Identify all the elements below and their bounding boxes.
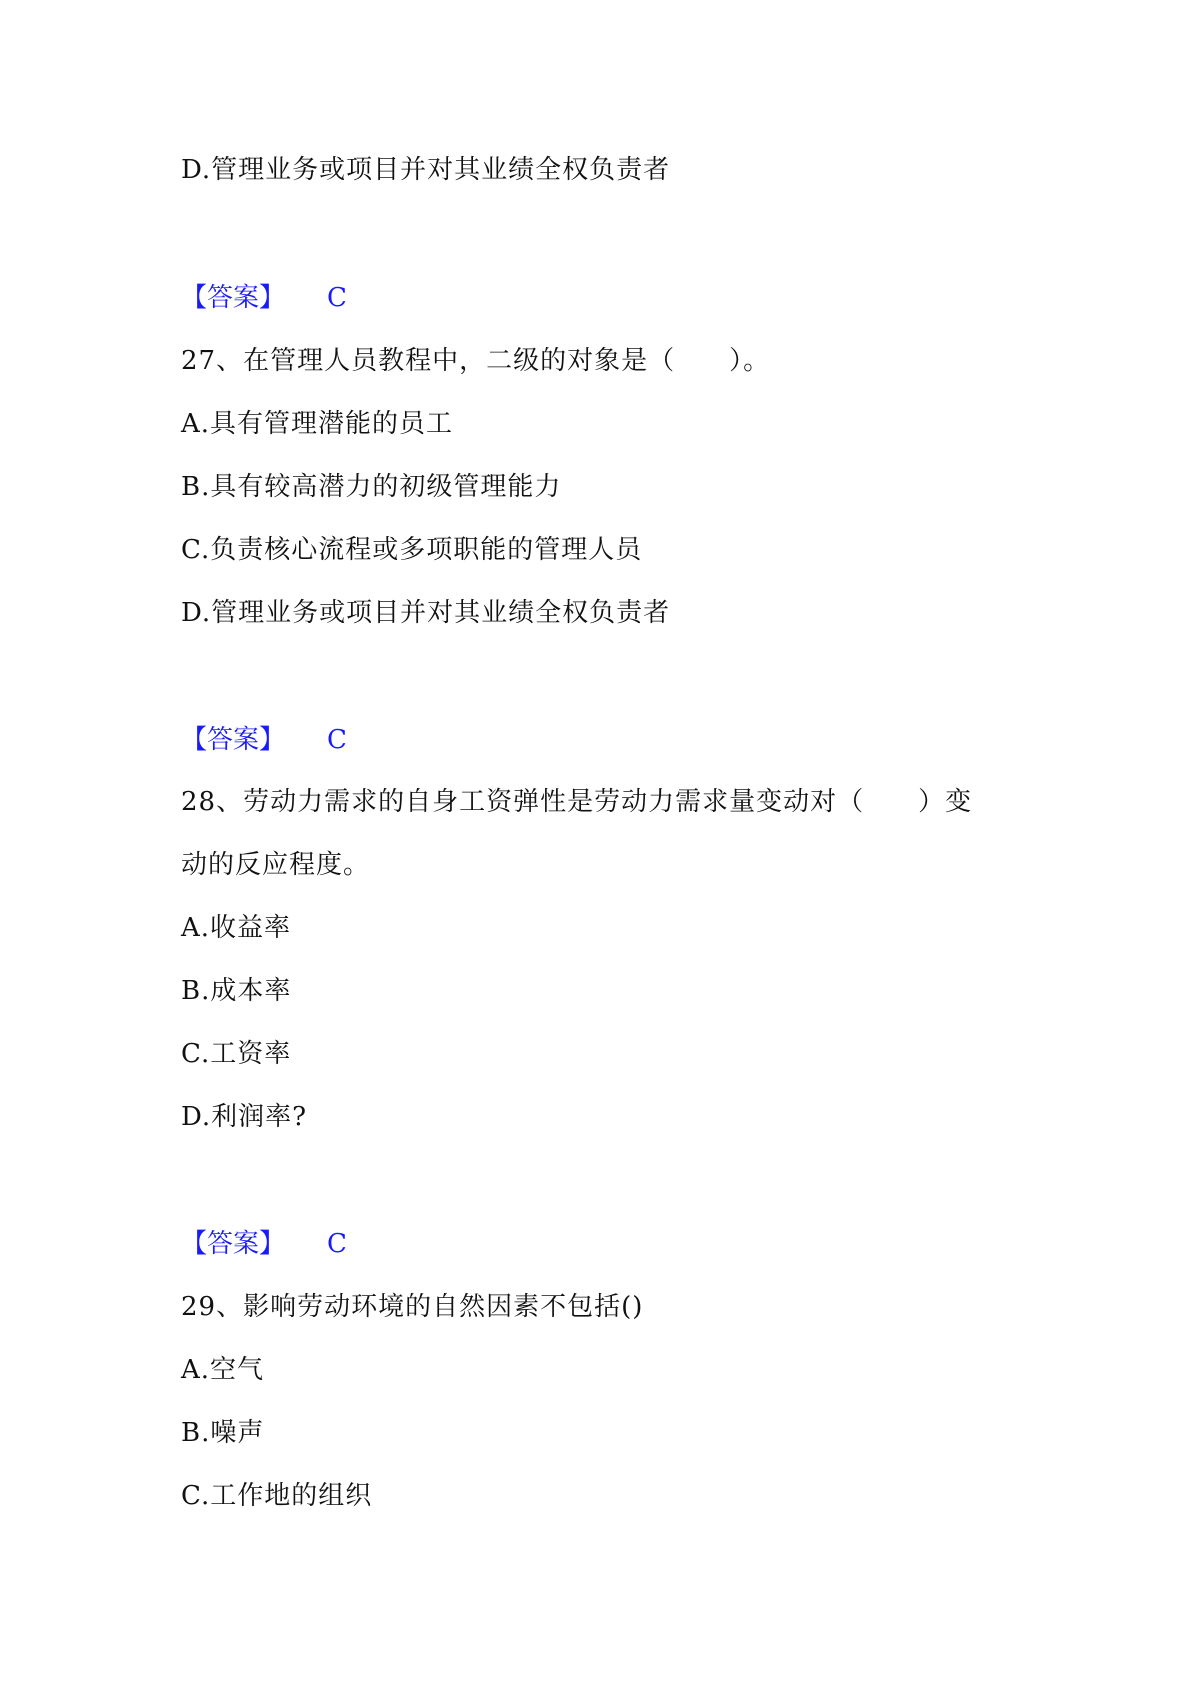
q26-option-d: D.管理业务或项目并对其业绩全权负责者	[181, 155, 671, 185]
q27-option-c: C.负责核心流程或多项职能的管理人员	[181, 535, 643, 565]
q28-option-b: B.成本率	[181, 976, 292, 1006]
q29-question: 29、影响劳动环境的自然因素不包括()	[181, 1292, 644, 1322]
q27-answer	[181, 723, 347, 757]
answer-value: C	[327, 725, 347, 755]
q28-option-d: D.利润率?	[181, 1102, 308, 1132]
q28-option-c: C.工资率	[181, 1039, 292, 1069]
q29-option-a: A.空气	[181, 1355, 265, 1385]
q28-answer	[181, 1227, 347, 1261]
q29-option-c: C.工作地的组织	[181, 1481, 373, 1511]
q27-option-d: D.管理业务或项目并对其业绩全权负责者	[181, 598, 671, 628]
q28-question-line2: 动的反应程度。	[181, 850, 371, 880]
answer-value: C	[327, 1229, 347, 1259]
q27-option-a: A.具有管理潜能的员工	[181, 409, 454, 439]
answer-label: 【答案】	[181, 283, 286, 313]
q29-option-b: B.噪声	[181, 1418, 265, 1448]
q26-answer	[181, 281, 347, 315]
q27-option-b: B.具有较高潜力的初级管理能力	[181, 472, 562, 502]
q28-question-line1: 28、劳动力需求的自身工资弹性是劳动力需求量变动对（ ）变	[181, 787, 973, 817]
answer-label: 【答案】	[181, 725, 286, 755]
q27-question: 27、在管理人员教程中，二级的对象是（ ）。	[181, 346, 771, 376]
answer-value: C	[327, 283, 347, 313]
answer-label: 【答案】	[181, 1229, 286, 1259]
q28-option-a: A.收益率	[181, 913, 292, 943]
